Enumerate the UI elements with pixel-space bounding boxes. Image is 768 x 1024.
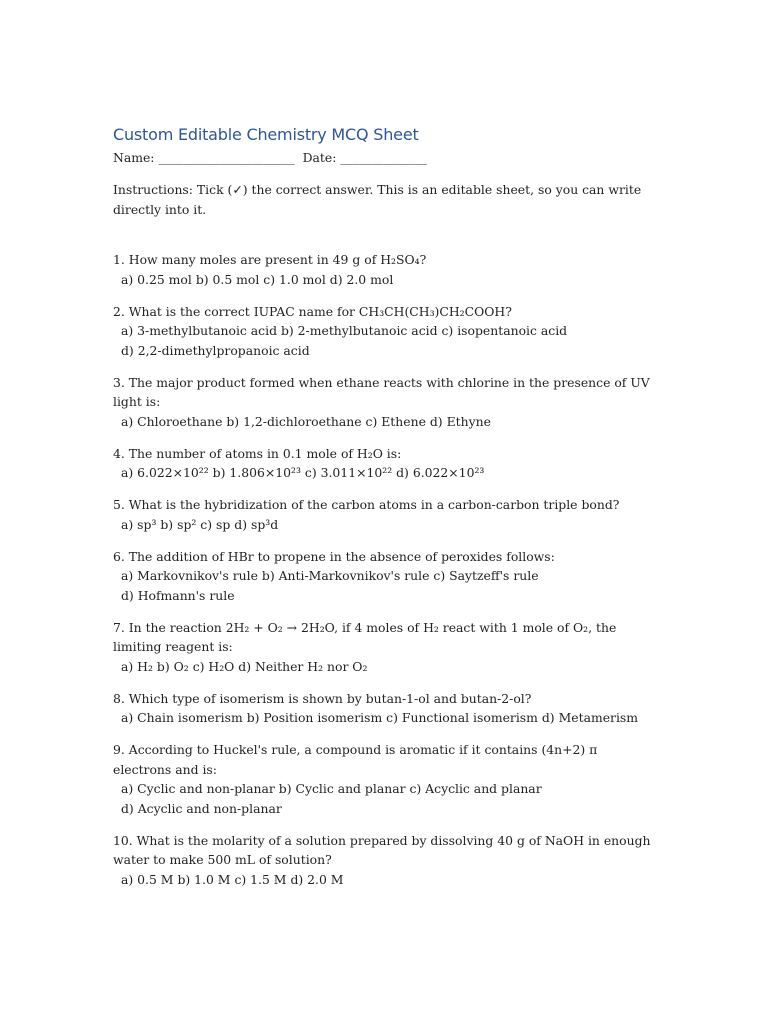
answer-option[interactable]: d) Neither H₂ nor O₂ [238, 658, 368, 674]
question-text: 10. What is the molarity of a solution prepared by dissolving 40 g of NaOH in enough water to make 500 mL of solution? [113, 832, 651, 867]
question-text: 8. Which type of isomerism is shown by butan-1-ol and butan-2-ol? [113, 690, 532, 706]
question-text: 6. The addition of HBr to propene in the absence of peroxides follows: [113, 548, 555, 564]
answer-option[interactable]: a) Markovnikov's rule [121, 568, 258, 583]
answer-options [113, 657, 653, 677]
question-list [113, 250, 653, 902]
name-date-line[interactable]: Name: ______________________ Date: ______________ [113, 150, 428, 165]
answer-option[interactable]: a) Chain isomerism [121, 710, 243, 725]
question-item [113, 689, 653, 728]
question-text: 2. What is the correct IUPAC name for CH₃CH(CH₃)CH₂COOH? [113, 303, 512, 319]
question-text: 3. The major product formed when ethane reacts with chlorine in the presence of UV light is: [113, 374, 650, 409]
answer-option[interactable]: a) 0.25 mol [121, 271, 192, 287]
answer-options [113, 321, 653, 360]
answer-option[interactable]: a) Cyclic and non-planar [121, 781, 275, 796]
answer-option[interactable]: c) H₂O [192, 658, 235, 674]
answer-option[interactable]: c) Acyclic and planar [409, 781, 542, 796]
answer-options [113, 566, 653, 605]
question-text: 1. How many moles are present in 49 g of H₂SO₄? [113, 252, 427, 267]
page-title: Custom Editable Chemistry MCQ Sheet [113, 125, 419, 144]
question-text: 5. What is the hybridization of the carbon atoms in a carbon-carbon triple bond? [113, 497, 620, 512]
answer-options [113, 463, 653, 483]
answer-options [113, 515, 653, 535]
answer-option[interactable]: d) Hofmann's rule [121, 587, 235, 603]
answer-option[interactable]: d) Metamerism [541, 710, 639, 725]
answer-option[interactable]: a) sp³ [121, 516, 157, 532]
answer-option[interactable]: b) 1.806×10²³ [212, 465, 301, 480]
question-item [113, 373, 653, 432]
answer-option[interactable]: d) 2.0 M [290, 871, 344, 887]
answer-option[interactable]: c) Ethene [365, 413, 426, 429]
question-item [113, 495, 653, 534]
question-item [113, 302, 653, 361]
answer-options [113, 870, 653, 890]
answer-option[interactable]: b) 2-methylbutanoic acid [280, 323, 438, 338]
answer-option[interactable]: c) 1.5 M [234, 871, 287, 887]
answer-option[interactable]: c) Functional isomerism [386, 710, 538, 725]
question-item [113, 250, 653, 289]
question-text: 9. According to Huckel's rule, a compound is aromatic if it contains (4n+2) π electrons and is: [113, 742, 598, 777]
answer-option[interactable]: b) Anti-Markovnikov's rule [261, 568, 430, 583]
answer-option[interactable]: c) isopentanoic acid [441, 323, 568, 338]
answer-option[interactable]: d) Ethyne [429, 413, 491, 429]
question-text: 4. The number of atoms in 0.1 mole of H₂O is: [113, 445, 402, 461]
question-text: 7. In the reaction 2H₂ + O₂ → 2H₂O, if 4 moles of H₂ react with 1 mole of O₂, the limiting reagent is: [113, 619, 617, 654]
answer-option[interactable]: a) Chloroethane [121, 413, 223, 429]
answer-option[interactable]: d) 2.0 mol [329, 271, 394, 287]
answer-option[interactable]: d) sp³d [234, 516, 279, 532]
answer-option[interactable]: d) 6.022×10²³ [396, 465, 485, 480]
answer-option[interactable]: b) sp² [160, 516, 197, 532]
answer-option[interactable]: b) Position isomerism [246, 710, 383, 725]
answer-options [113, 270, 653, 290]
answer-option[interactable]: c) 3.011×10²² [304, 465, 393, 480]
question-item [113, 740, 653, 818]
answer-option[interactable]: c) Saytzeff's rule [433, 568, 539, 583]
answer-option[interactable]: a) 0.5 M [121, 871, 174, 887]
answer-option[interactable]: d) Acyclic and non-planar [121, 800, 282, 816]
answer-option[interactable]: d) 2,2-dimethylpropanoic acid [121, 342, 310, 358]
question-item [113, 444, 653, 483]
answer-option[interactable]: b) O₂ [156, 658, 189, 674]
instructions-text: Instructions: Tick (✓) the correct answer. This is an editable sheet, so you can write directly into it. [113, 182, 642, 217]
answer-option[interactable]: b) 1.0 M [177, 871, 231, 887]
answer-option[interactable]: c) sp [200, 516, 231, 532]
question-item [113, 547, 653, 606]
question-item [113, 831, 653, 890]
answer-option[interactable]: b) Cyclic and planar [278, 781, 406, 796]
answer-options [113, 708, 653, 728]
answer-options [113, 779, 653, 818]
question-item [113, 618, 653, 677]
answer-option[interactable]: a) 3-methylbutanoic acid [121, 323, 278, 338]
answer-option[interactable]: c) 1.0 mol [263, 271, 326, 287]
answer-options [113, 412, 653, 432]
answer-option[interactable]: b) 0.5 mol [195, 271, 260, 287]
answer-option[interactable]: a) 6.022×10²² [121, 465, 209, 480]
answer-option[interactable]: a) H₂ [121, 658, 153, 674]
answer-option[interactable]: b) 1,2-dichloroethane [226, 413, 362, 429]
